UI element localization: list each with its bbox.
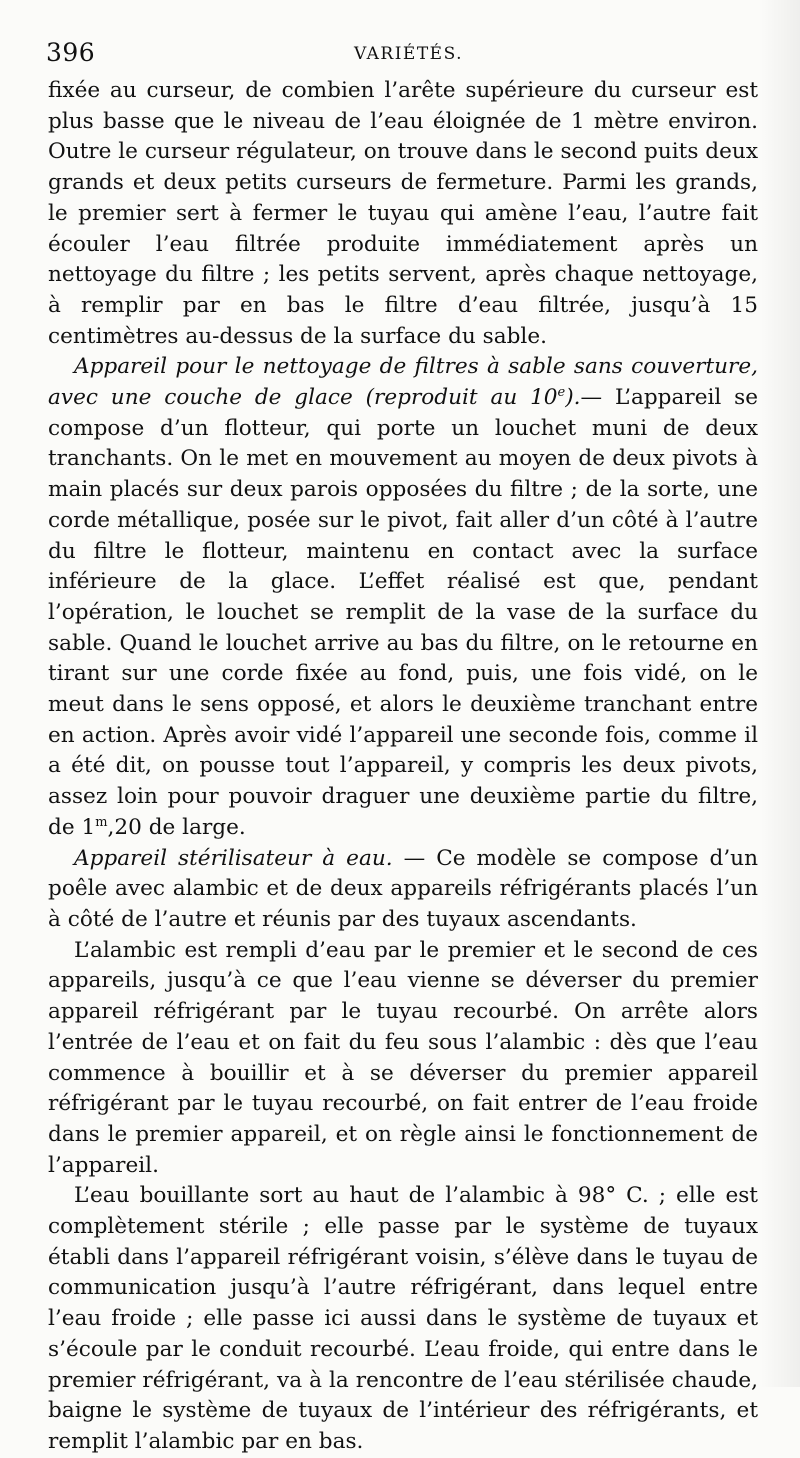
page-header bbox=[46, 34, 760, 74]
page-edge-shadow bbox=[760, 0, 800, 1387]
paragraph-2 bbox=[48, 352, 758, 843]
paragraph-1: fixée au curseur, de combien l’arête supérieure du curseur est plus basse que le niveau de l’eau éloignée de 1 mètre environ. Outre le curseur régulateur, on trouve dans le second puits deux grands et deux petits curseurs de fermeture. Parmi les grands, le premier sert à fermer le tuyau qui amène l’eau, l’autre fait écouler l’eau filtrée produite immédiatement après un nettoyage du filtre ; les petits servent, après chaque nettoyage, à remplir par en bas le filtre d’eau filtrée, jusqu’à 15 centimètres au-dessus de la surface du sable. bbox=[48, 78, 758, 349]
paragraph-2-body: — L’appareil se compose d’un flotteur, qui porte un louchet muni de deux tranchants. On le met en mouvement au moyen de deux pivots à main placés sur deux parois opposées du filtre ; de la sorte, une corde métallique, posée sur le pivot, fait aller d’un côté à l’autre du filtre le flotteur, maintenu en contact avec la surface inférieure de la glace. L’effet réalisé est que, pendant l’opération, le louchet se remplit de la vase de la surface du sable. Quand le louchet arrive au bas du filtre, on le retourne en tirant sur une corde fixée au fond, puis, une fois vidé, on le meut dans le sens opposé, et alors le deuxième tranchant entre en action. Après avoir vidé l’appareil une seconde fois, comme il a été dit, on pousse tout l’appareil, y compris les deux pivots, assez loin pour pouvoir draguer une deuxième partie du filtre, de 1$^m$,20 de large. bbox=[48, 385, 758, 840]
paragraph-3-body: — Ce modèle se compose d’un poêle avec alambic et de deux appareils réfrigérants placés l’un à côté de l’autre et réunis par des tuyaux ascendants. bbox=[48, 845, 758, 932]
paragraph-3 bbox=[48, 844, 758, 936]
page-number: 396 bbox=[46, 38, 96, 67]
paragraph-4: L’alambic est rempli d’eau par le premier et le second de ces appareils, jusqu’à ce que l’eau vienne se déverser du premier appareil réfrigérant par le tuyau recourbé. On arrête alors l’entrée de l’eau et on fait du feu sous l’alambic : dès que l’eau commence à bouillir et à se déverser du premier appareil réfrigérant par le tuyau recourbé, on fait entrer de l’eau froide dans le premier appareil, et on règle ainsi le fonctionnement de l’appareil. bbox=[48, 937, 758, 1178]
paragraph-3-title: Appareil stérilisateur à eau. bbox=[74, 845, 393, 871]
running-title: VARIÉTÉS. bbox=[354, 44, 464, 64]
body-text bbox=[48, 76, 758, 1458]
paragraph-5: L’eau bouillante sort au haut de l’alambic à 98° C. ; elle est complètement stérile ; elle passe par le système de tuyaux établi dans l’appareil réfrigérant voisin, s’élève dans le tuyau de communication jusqu’à l’autre réfrigérant, dans lequel entre l’eau froide ; elle passe ici aussi dans le système de tuyaux et s’écoule par le conduit recourbé. L’eau froide, qui entre dans le premier réfrigérant, va à la rencontre de l’eau stérilisée chaude, baigne le système de tuyaux de l’intérieur des réfrigérants, et remplit l’alambic par en bas. bbox=[48, 1183, 758, 1454]
paragraph-2-title: Appareil pour le nettoyage de filtres à sable sans couverture, avec une couche de glace (reproduit au 10e). bbox=[48, 354, 758, 411]
